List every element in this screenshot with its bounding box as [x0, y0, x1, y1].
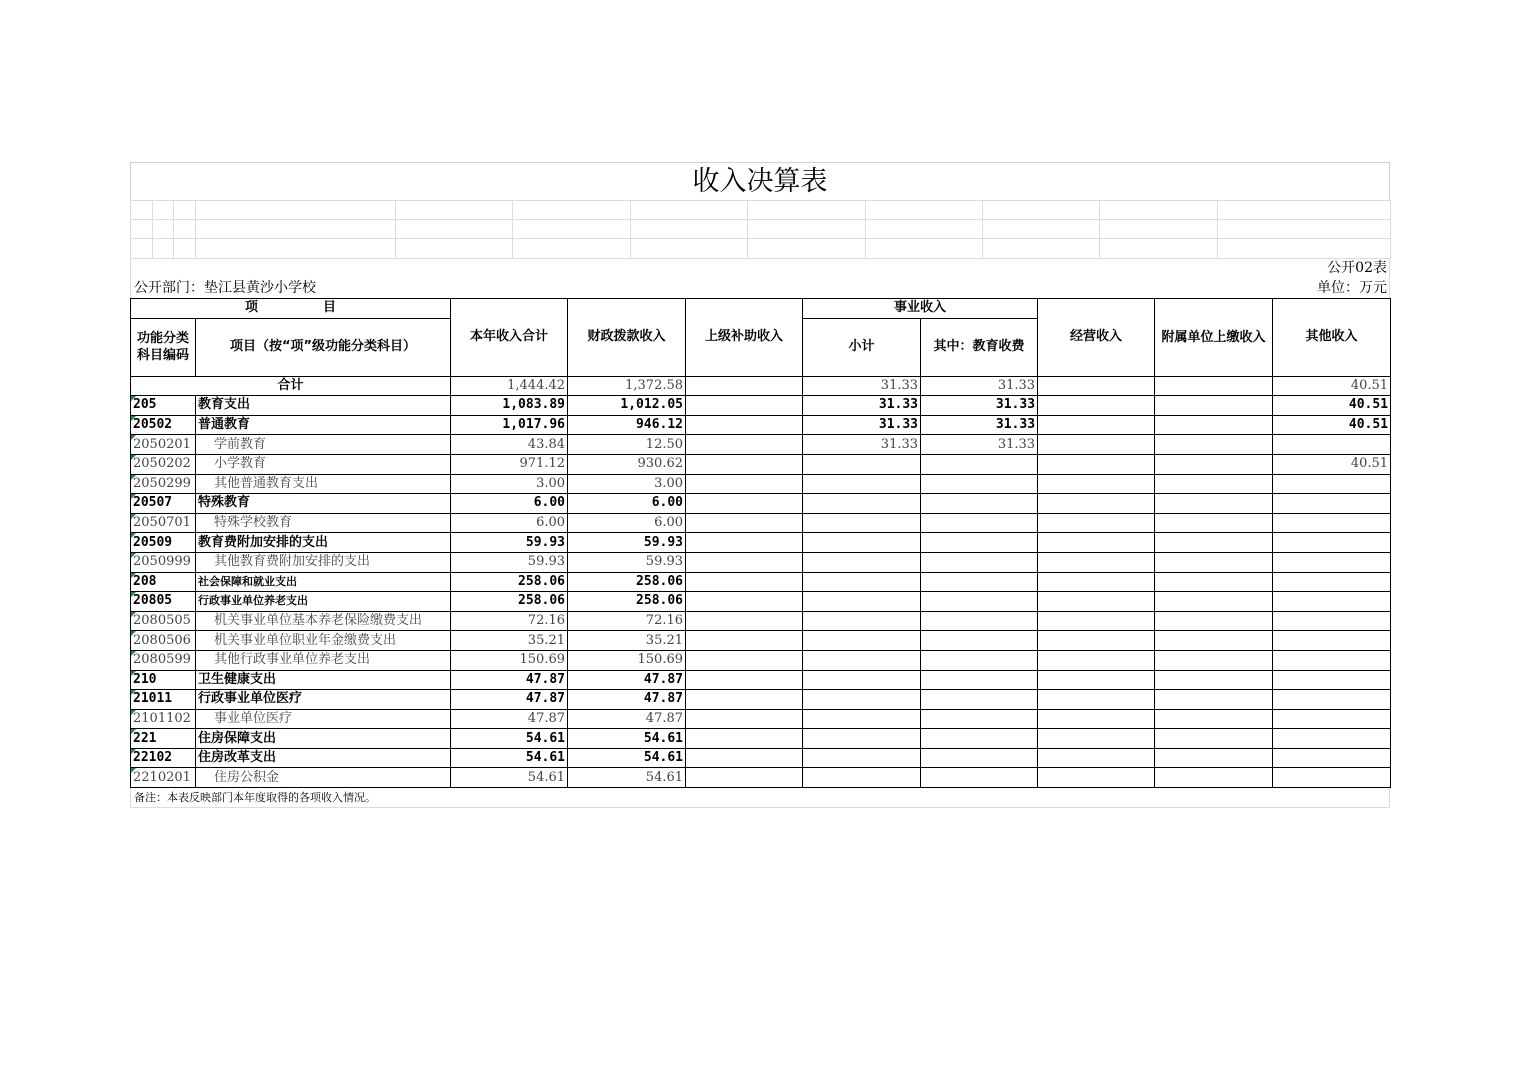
table-row: [131, 748, 1391, 768]
table-row: [131, 474, 1391, 494]
row-code: 205: [131, 396, 196, 416]
row-code: 20502: [131, 415, 196, 435]
row-cell-operating: [1038, 631, 1155, 651]
total-cell-operating: [1038, 376, 1155, 396]
row-cell-other: 40.51: [1273, 415, 1391, 435]
row-cell-other: [1273, 729, 1391, 749]
row-cell-fiscal: 6.00: [568, 494, 686, 514]
table-row: [131, 729, 1391, 749]
row-cell-fiscal: 258.06: [568, 572, 686, 592]
row-cell-superior: [686, 670, 803, 690]
row-cell-operating: [1038, 513, 1155, 533]
row-cell-superior: [686, 592, 803, 612]
row-cell-other: [1273, 670, 1391, 690]
row-cell-superior: [686, 748, 803, 768]
row-cell-other: [1273, 650, 1391, 670]
header-superior: 上级补助收入: [686, 299, 803, 377]
row-cell-other: [1273, 474, 1391, 494]
row-cell-education: [921, 709, 1038, 729]
row-cell-education: [921, 611, 1038, 631]
total-cell-total: 1,444.42: [451, 376, 568, 396]
row-cell-fiscal: 258.06: [568, 592, 686, 612]
row-code: 2101102: [131, 709, 196, 729]
row-cell-total: 6.00: [451, 494, 568, 514]
header-other: 其他收入: [1273, 299, 1391, 377]
row-cell-total: 43.84: [451, 435, 568, 455]
row-cell-education: 31.33: [921, 435, 1038, 455]
row-cell-operating: [1038, 611, 1155, 631]
row-name: 住房保障支出: [196, 729, 451, 749]
row-cell-fiscal: 150.69: [568, 650, 686, 670]
row-cell-affiliated: [1155, 729, 1273, 749]
row-code: 2080505: [131, 611, 196, 631]
row-cell-other: [1273, 748, 1391, 768]
row-cell-other: [1273, 592, 1391, 612]
row-cell-operating: [1038, 533, 1155, 553]
row-cell-fiscal: 6.00: [568, 513, 686, 533]
row-cell-other: [1273, 611, 1391, 631]
row-cell-affiliated: [1155, 474, 1273, 494]
table-row: [131, 513, 1391, 533]
income-table: [130, 298, 1391, 788]
row-cell-fiscal: 54.61: [568, 729, 686, 749]
row-cell-superior: [686, 435, 803, 455]
row-cell-subtotal: [803, 768, 921, 788]
row-cell-affiliated: [1155, 631, 1273, 651]
row-name: 其他普通教育支出: [196, 474, 451, 494]
row-cell-superior: [686, 729, 803, 749]
row-code: 2050299: [131, 474, 196, 494]
table-row: [131, 631, 1391, 651]
row-cell-affiliated: [1155, 709, 1273, 729]
row-cell-total: 258.06: [451, 572, 568, 592]
blank-spacer-grid: [130, 200, 1391, 259]
row-cell-subtotal: [803, 690, 921, 710]
row-code: 221: [131, 729, 196, 749]
row-cell-fiscal: 47.87: [568, 670, 686, 690]
row-cell-education: [921, 729, 1038, 749]
department-label: 公开部门：垫江县黄沙小学校: [134, 280, 316, 296]
row-cell-total: 54.61: [451, 768, 568, 788]
sheet-title: 收入决算表: [130, 162, 1390, 200]
table-row: [131, 611, 1391, 631]
header-operating: 经营收入: [1038, 299, 1155, 377]
row-cell-other: [1273, 709, 1391, 729]
row-cell-superior: [686, 494, 803, 514]
row-code: 2050201: [131, 435, 196, 455]
row-name: 教育费附加安排的支出: [196, 533, 451, 553]
row-cell-operating: [1038, 748, 1155, 768]
row-cell-total: 72.16: [451, 611, 568, 631]
row-cell-total: 54.61: [451, 748, 568, 768]
row-cell-subtotal: [803, 748, 921, 768]
row-cell-total: 3.00: [451, 474, 568, 494]
row-cell-superior: [686, 513, 803, 533]
row-cell-education: 31.33: [921, 396, 1038, 416]
row-cell-subtotal: [803, 631, 921, 651]
total-cell-education: 31.33: [921, 376, 1038, 396]
row-cell-superior: [686, 690, 803, 710]
unit-label: 单位：万元: [1317, 280, 1387, 296]
row-cell-other: 40.51: [1273, 396, 1391, 416]
table-row: [131, 533, 1391, 553]
row-code: 210: [131, 670, 196, 690]
header-business-group: 事业收入: [803, 299, 1038, 319]
row-cell-fiscal: 47.87: [568, 709, 686, 729]
row-cell-other: [1273, 768, 1391, 788]
row-cell-total: 1,083.89: [451, 396, 568, 416]
row-cell-affiliated: [1155, 768, 1273, 788]
row-name: 住房改革支出: [196, 748, 451, 768]
row-cell-superior: [686, 631, 803, 651]
row-cell-other: 40.51: [1273, 454, 1391, 474]
row-cell-subtotal: [803, 572, 921, 592]
row-cell-total: 47.87: [451, 670, 568, 690]
row-cell-subtotal: [803, 474, 921, 494]
header-total: 本年收入合计: [451, 299, 568, 377]
table-row: [131, 454, 1391, 474]
row-cell-operating: [1038, 396, 1155, 416]
header-item: 项 目: [131, 299, 451, 319]
row-cell-affiliated: [1155, 396, 1273, 416]
row-cell-other: [1273, 435, 1391, 455]
table-row: [131, 768, 1391, 788]
table-row: [131, 552, 1391, 572]
row-cell-education: [921, 650, 1038, 670]
row-name: 行政事业单位养老支出: [196, 592, 451, 612]
row-cell-affiliated: [1155, 415, 1273, 435]
header-name: 项目（按“项”级功能分类科目）: [196, 318, 451, 376]
total-cell-affiliated: [1155, 376, 1273, 396]
row-cell-education: [921, 572, 1038, 592]
row-cell-affiliated: [1155, 513, 1273, 533]
row-code: 2050202: [131, 454, 196, 474]
row-cell-other: [1273, 690, 1391, 710]
row-code: 22102: [131, 748, 196, 768]
row-cell-fiscal: 12.50: [568, 435, 686, 455]
income-final-account-sheet: [130, 162, 1390, 808]
row-cell-education: [921, 631, 1038, 651]
row-cell-affiliated: [1155, 748, 1273, 768]
row-cell-fiscal: 3.00: [568, 474, 686, 494]
row-cell-operating: [1038, 690, 1155, 710]
row-name: 学前教育: [196, 435, 451, 455]
row-code: 2080599: [131, 650, 196, 670]
row-cell-affiliated: [1155, 494, 1273, 514]
row-cell-education: [921, 690, 1038, 710]
total-cell-subtotal: 31.33: [803, 376, 921, 396]
row-cell-fiscal: 1,012.05: [568, 396, 686, 416]
total-label: 合计: [131, 376, 451, 396]
row-code: 2050701: [131, 513, 196, 533]
row-cell-superior: [686, 572, 803, 592]
row-cell-subtotal: [803, 650, 921, 670]
row-cell-fiscal: 59.93: [568, 533, 686, 553]
row-cell-subtotal: [803, 494, 921, 514]
row-code: 208: [131, 572, 196, 592]
row-cell-education: 31.33: [921, 415, 1038, 435]
row-cell-other: [1273, 631, 1391, 651]
row-cell-subtotal: [803, 454, 921, 474]
row-cell-education: [921, 552, 1038, 572]
row-cell-superior: [686, 533, 803, 553]
row-name: 小学教育: [196, 454, 451, 474]
row-code: 20507: [131, 494, 196, 514]
row-cell-education: [921, 474, 1038, 494]
row-name: 教育支出: [196, 396, 451, 416]
row-cell-operating: [1038, 494, 1155, 514]
row-cell-subtotal: 31.33: [803, 435, 921, 455]
row-cell-superior: [686, 396, 803, 416]
row-cell-operating: [1038, 572, 1155, 592]
row-cell-education: [921, 748, 1038, 768]
row-code: 20509: [131, 533, 196, 553]
row-code: 20805: [131, 592, 196, 612]
table-row: [131, 650, 1391, 670]
table-note: 备注：本表反映部门本年度取得的各项收入情况。: [130, 788, 1390, 808]
row-cell-affiliated: [1155, 650, 1273, 670]
row-cell-superior: [686, 611, 803, 631]
row-cell-fiscal: 54.61: [568, 748, 686, 768]
total-row: [131, 376, 1391, 396]
row-cell-fiscal: 54.61: [568, 768, 686, 788]
row-cell-affiliated: [1155, 533, 1273, 553]
row-cell-operating: [1038, 650, 1155, 670]
row-cell-total: 35.21: [451, 631, 568, 651]
row-cell-total: 47.87: [451, 709, 568, 729]
row-cell-fiscal: 946.12: [568, 415, 686, 435]
header-fiscal: 财政拨款收入: [568, 299, 686, 377]
total-cell-other: 40.51: [1273, 376, 1391, 396]
header-affiliated: 附属单位上缴收入: [1155, 299, 1273, 377]
table-row: [131, 494, 1391, 514]
row-cell-education: [921, 454, 1038, 474]
row-code: 2080506: [131, 631, 196, 651]
table-row: [131, 592, 1391, 612]
row-cell-superior: [686, 454, 803, 474]
row-cell-education: [921, 670, 1038, 690]
row-cell-total: 59.93: [451, 533, 568, 553]
row-cell-operating: [1038, 768, 1155, 788]
row-name: 特殊教育: [196, 494, 451, 514]
row-code: 2210201: [131, 768, 196, 788]
table-number: 公开02表: [130, 259, 1390, 278]
row-cell-operating: [1038, 454, 1155, 474]
header-business-subtotal: 小计: [803, 318, 921, 376]
total-cell-superior: [686, 376, 803, 396]
row-cell-affiliated: [1155, 670, 1273, 690]
row-cell-subtotal: [803, 592, 921, 612]
row-cell-operating: [1038, 592, 1155, 612]
table-row: [131, 690, 1391, 710]
row-cell-affiliated: [1155, 611, 1273, 631]
row-code: 21011: [131, 690, 196, 710]
row-name: 机关事业单位职业年金缴费支出: [196, 631, 451, 651]
row-cell-affiliated: [1155, 592, 1273, 612]
total-cell-fiscal: 1,372.58: [568, 376, 686, 396]
row-cell-total: 150.69: [451, 650, 568, 670]
table-row: [131, 670, 1391, 690]
row-cell-operating: [1038, 552, 1155, 572]
table-row: [131, 396, 1391, 416]
row-cell-education: [921, 768, 1038, 788]
row-cell-subtotal: [803, 513, 921, 533]
row-cell-other: [1273, 513, 1391, 533]
row-cell-superior: [686, 768, 803, 788]
row-cell-total: 47.87: [451, 690, 568, 710]
row-cell-total: 971.12: [451, 454, 568, 474]
row-cell-subtotal: [803, 729, 921, 749]
table-row: [131, 709, 1391, 729]
header-code: 功能分类科目编码: [131, 318, 196, 376]
row-cell-superior: [686, 709, 803, 729]
row-cell-total: 59.93: [451, 552, 568, 572]
row-name: 行政事业单位医疗: [196, 690, 451, 710]
table-row: [131, 572, 1391, 592]
row-cell-education: [921, 533, 1038, 553]
row-code: 2050999: [131, 552, 196, 572]
row-name: 其他行政事业单位养老支出: [196, 650, 451, 670]
row-name: 卫生健康支出: [196, 670, 451, 690]
row-cell-affiliated: [1155, 690, 1273, 710]
table-row: [131, 435, 1391, 455]
row-name: 社会保障和就业支出: [196, 572, 451, 592]
row-cell-affiliated: [1155, 454, 1273, 474]
header-business-education: 其中：教育收费: [921, 318, 1038, 376]
row-name: 特殊学校教育: [196, 513, 451, 533]
row-name: 其他教育费附加安排的支出: [196, 552, 451, 572]
row-cell-fiscal: 72.16: [568, 611, 686, 631]
row-cell-operating: [1038, 729, 1155, 749]
row-cell-total: 258.06: [451, 592, 568, 612]
row-cell-operating: [1038, 709, 1155, 729]
row-cell-operating: [1038, 474, 1155, 494]
department-row: [130, 278, 1390, 298]
row-cell-other: [1273, 552, 1391, 572]
row-cell-subtotal: [803, 709, 921, 729]
row-cell-fiscal: 930.62: [568, 454, 686, 474]
row-cell-subtotal: [803, 670, 921, 690]
row-cell-other: [1273, 494, 1391, 514]
row-cell-superior: [686, 474, 803, 494]
row-cell-education: [921, 513, 1038, 533]
row-cell-operating: [1038, 435, 1155, 455]
row-cell-subtotal: [803, 552, 921, 572]
row-cell-superior: [686, 650, 803, 670]
row-cell-superior: [686, 415, 803, 435]
row-cell-superior: [686, 552, 803, 572]
row-cell-subtotal: 31.33: [803, 415, 921, 435]
row-cell-subtotal: [803, 611, 921, 631]
row-name: 住房公积金: [196, 768, 451, 788]
row-cell-fiscal: 35.21: [568, 631, 686, 651]
row-cell-other: [1273, 572, 1391, 592]
row-cell-affiliated: [1155, 435, 1273, 455]
row-cell-affiliated: [1155, 572, 1273, 592]
table-row: [131, 415, 1391, 435]
row-cell-subtotal: 31.33: [803, 396, 921, 416]
row-cell-total: 54.61: [451, 729, 568, 749]
row-cell-total: 6.00: [451, 513, 568, 533]
row-cell-operating: [1038, 415, 1155, 435]
row-cell-operating: [1038, 670, 1155, 690]
row-cell-total: 1,017.96: [451, 415, 568, 435]
row-cell-fiscal: 59.93: [568, 552, 686, 572]
row-cell-other: [1273, 533, 1391, 553]
row-cell-fiscal: 47.87: [568, 690, 686, 710]
row-cell-subtotal: [803, 533, 921, 553]
row-name: 机关事业单位基本养老保险缴费支出: [196, 611, 451, 631]
row-cell-education: [921, 592, 1038, 612]
row-name: 普通教育: [196, 415, 451, 435]
row-cell-affiliated: [1155, 552, 1273, 572]
row-name: 事业单位医疗: [196, 709, 451, 729]
row-cell-education: [921, 494, 1038, 514]
